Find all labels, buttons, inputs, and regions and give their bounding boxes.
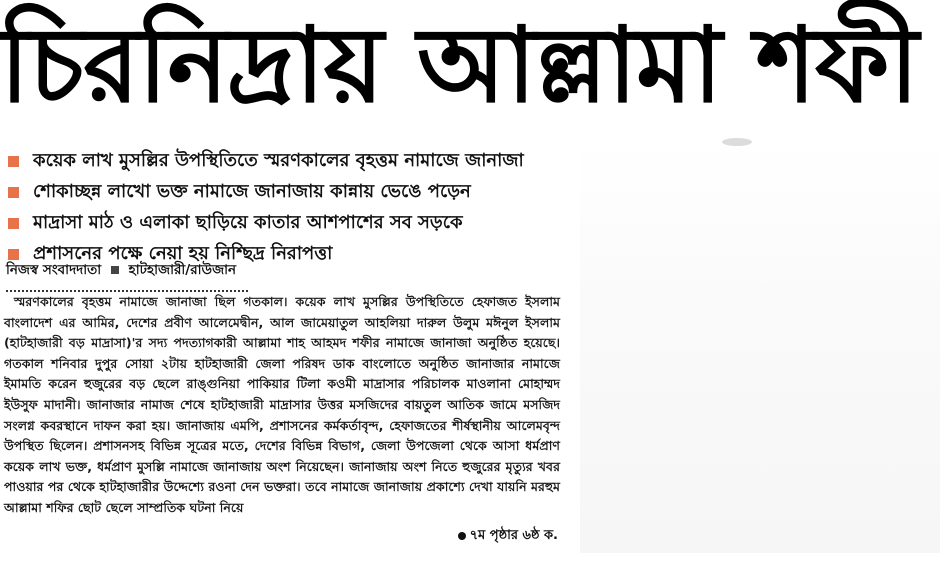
byline-author: নিজস্ব সংবাদদাতা xyxy=(6,262,102,278)
byline-location: হাটহাজারী/রাউজান xyxy=(128,262,237,278)
summary-bullet xyxy=(6,177,606,208)
photo-smudge xyxy=(722,138,752,146)
article-body: স্মরণকালের বৃহত্তম নামাজে জানাজা ছিল গতকাল। কয়েক লাখ মুসল্লির উপস্থিতিতে হেফাজত ইসলাম বাংলাদেশ এর আমির, দেশের প্রবীণ আলেমেদ্বীন, আল জামেয়াতুল আহলিয়া দারুল উলুম মঈনুল ইসলাম (হাটহাজারী বড় মাদ্রাসা)'র সদ্য পদত্যাগকারী আল্লামা শাহ আহমদ শফীর নামাজে জানাজা অনুষ্ঠিত হয়েছে। গতকাল শনিবার দুপুর সোয়া ২টায় হাটহাজারী জেলা পরিষদ ডাক বাংলোতে অনুষ্ঠিত জানাজার নামাজে ইমামতি করেন হুজুরের বড় ছেলে রাঙ্গুনিয়া পাকিয়ার টিলা কওমী মাদ্রাসার পরিচালক মাওলানা মোহাম্মদ ইউসুফ মাদানী। জানাজার নামাজ শেষে হাটহাজারী মাদ্রাসার উত্তর মসজিদের বায়তুল আতিক জামে মসজিদ সংলগ্ন কবরস্থানে দাফন করা হয়। জানাজায় এমপি, প্রশাসনের কর্মকর্তাবৃন্দ, হেফাজতের শীর্ষস্থানীয় আলেমবৃন্দ উপস্থিত ছিলেন। প্রশাসনসহ বিভিন্ন সূত্রের মতে, দেশের বিভিন্ন বিভাগ, জেলা উপজেলা থেকে আসা ধর্মপ্রাণ কয়েক লাখ ভক্ত, ধর্মপ্রাণ মুসল্লি নামাজে জানাজায় অংশ নিয়েছেন। জানাজায় অংশ নিতে হুজুরের মৃত্যুর খবর পাওয়ার পর থেকে হাটহাজারীর উদ্দেশ্যে রওনা দেন ভক্তরা। তবে নামাজে জানাজায় প্রকাশ্যে দেখা যায়নি মরহুম আল্লামা শফির ছোট ছেলে সাম্প্রতিক ঘটনা নিয়ে xyxy=(4,294,560,515)
summary-bullet-text: মাদ্রাসা মাঠ ও এলাকা ছাড়িয়ে কাতার আশপাশের সব সড়কে xyxy=(33,212,463,233)
continuation-text: ৭ম পৃষ্ঠার ৬ষ্ঠ ক. xyxy=(469,528,558,543)
square-bullet-icon xyxy=(8,218,19,229)
summary-bullet-text: প্রশাসনের পক্ষে নেয়া হয় নিশ্ছিদ্র নিরাপত্তা xyxy=(33,243,333,264)
summary-bullet-text: কয়েক লাখ মুসল্লির উপস্থিতিতে স্মরণকালের বৃহত্তম নামাজে জানাজা xyxy=(33,150,524,171)
summary-bullet xyxy=(6,208,606,239)
summary-bullets xyxy=(6,146,606,270)
square-bullet-icon xyxy=(8,187,19,198)
summary-bullet xyxy=(6,146,606,177)
summary-bullet-text: শোকাচ্ছন্ন লাখো ভক্ত নামাজে জানাজায় কান্নায় ভেঙে পড়েন xyxy=(33,181,471,202)
bullet-dot-icon xyxy=(458,532,466,540)
continuation-note xyxy=(438,526,558,547)
photo-placeholder xyxy=(580,138,940,553)
square-bullet-icon xyxy=(8,156,19,167)
headline: চিরনিদ্রায় আল্লামা শফী xyxy=(0,4,918,126)
byline xyxy=(6,259,248,292)
square-separator-icon xyxy=(111,266,119,274)
